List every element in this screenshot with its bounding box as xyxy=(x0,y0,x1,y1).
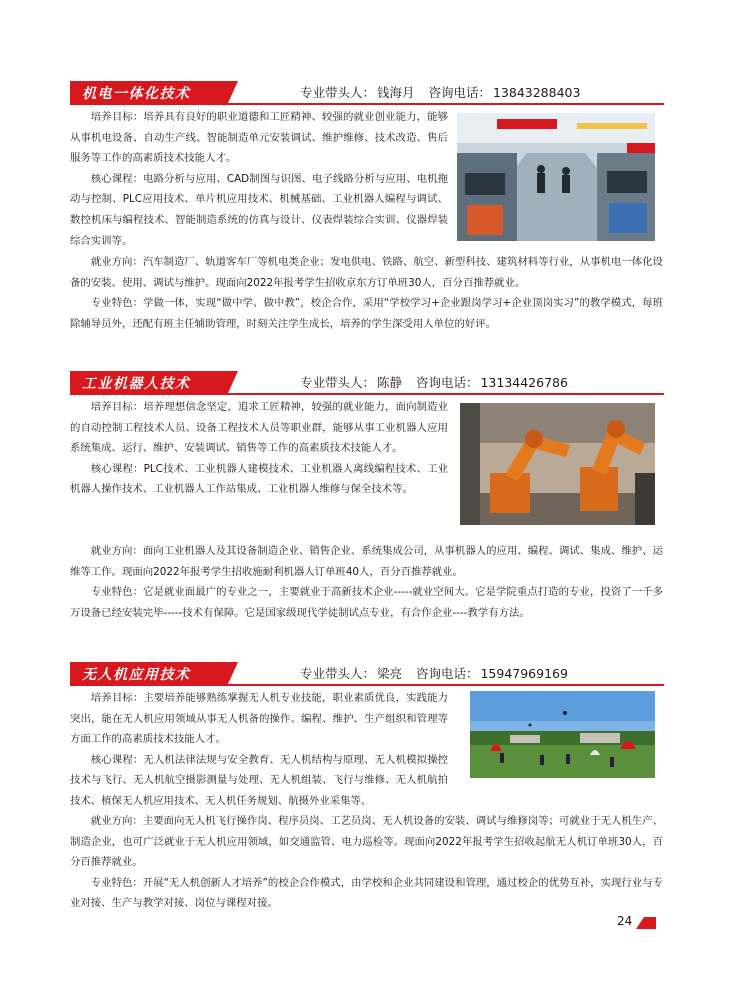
contact-info xyxy=(300,373,570,391)
leader-name: 梁亮 xyxy=(377,666,403,681)
drone-field-photo xyxy=(470,691,655,778)
paragraph-career: 就业方向：面向工业机器人及其设备制造企业、销售企业、系统集成公司，从事机器人的应用、编程、调试、集成、维护、运维等工作。现面向2022年报考学生招收施耐利机器人订单班40人，百分百推荐就业。 xyxy=(70,545,663,578)
training-workshop-photo xyxy=(457,113,655,241)
phone-label: 咨询电话： xyxy=(415,375,479,390)
header-underline xyxy=(70,393,664,395)
section-header xyxy=(0,660,732,686)
phone-label: 咨询电话： xyxy=(415,666,479,681)
section-header xyxy=(0,369,732,395)
phone-number: 13843288403 xyxy=(492,85,581,100)
paragraph-career: 就业方向：主要面向无人机飞行操作岗、程序员岗、工艺员岗、无人机设备的安装、调试与维修岗等；可就业于无人机生产、制造企业，也可广泛就业于无人机应用领域，如交通监管、电力巡检等。现面向2022年报考学生招收起航无人机订单班30人，百分百推荐就业。 xyxy=(70,815,663,869)
section-body xyxy=(70,107,448,251)
phone-number: 13134426786 xyxy=(480,375,568,390)
section-industrial-robot xyxy=(0,369,732,395)
section-drone xyxy=(0,660,732,686)
industrial-robot-photo xyxy=(460,403,655,525)
contact-info xyxy=(300,664,570,682)
paragraph-goal: 培养目标：培养具有良好的职业道德和工匠精神、较强的就业创业能力，能够从事机电设备、自动生产线、智能制造单元安装调试、维护维修、技术改造、售后服务等工作的高素质技术技能人才。 xyxy=(70,111,448,165)
page-corner-mark xyxy=(636,917,644,929)
leader-label: 专业带头人： xyxy=(300,375,376,390)
section-body xyxy=(70,688,448,812)
header-underline xyxy=(70,684,664,686)
paragraph-feature: 专业特色：开展“无人机创新人才培养”的校企合作模式，由学校和企业共同建设和管理，通过校企的优势互补，实现行业与专业对接、生产与教学对接、岗位与课程对接。 xyxy=(70,876,663,910)
page-number: 24 xyxy=(617,914,633,928)
paragraph-courses: 核心课程：电路分析与应用、CAD制图与识图、电子线路分析与应用、电机拖动与控制、PLC应用技术、单片机应用技术、机械基础、工业机器人编程与调试、数控机床与编程技术、智能制造系统的仿真与设计、仪表焊装综合实训、仪器焊装综合实训等。 xyxy=(70,172,448,247)
section-header xyxy=(0,79,732,105)
phone-label: 咨询电话： xyxy=(428,85,491,100)
leader-label: 专业带头人： xyxy=(300,666,376,681)
leader-name: 陈静 xyxy=(377,375,403,390)
section-body-wide xyxy=(70,811,663,914)
section-title: 工业机器人技术 xyxy=(82,376,191,392)
section-body-wide xyxy=(70,541,663,623)
contact-info xyxy=(300,83,582,101)
paragraph-courses: 核心课程：无人机法律法规与安全教育、无人机结构与原理、无人机模拟操控技术与飞行、无人机航空摄影测量与处理、无人机组装、飞行与维修、无人机航拍技术、植保无人机应用技术、无人机任务规划、航摄外业采集等。 xyxy=(70,753,448,807)
phone-number: 15947969169 xyxy=(480,666,568,681)
paragraph-goal: 培养目标：培养理想信念坚定，追求工匠精神，较强的就业能力，面向制造业的自动控制工程技术人员、设备工程技术人员等职业群，能够从事工业机器人应用系统集成、运行、维护、安装调试、销售等工作的高素质技术技能人才。 xyxy=(70,401,448,455)
paragraph-feature: 专业特色：它是就业面最广的专业之一，主要就业于高新技术企业-----就业空间大。它是学院重点打造的专业，投资了一千多万设备已经安装完毕-----技术有保障。它是国家级现代学徒制试点专业，有合作企业----教学有方法。 xyxy=(70,586,663,619)
leader-name: 钱海月 xyxy=(377,85,415,100)
section-body-wide xyxy=(70,252,663,334)
leader-label: 专业带头人： xyxy=(300,85,376,100)
paragraph-courses: 核心课程：PLC技术、工业机器人建模技术、工业机器人离线编程技术、工业机器人操作技术、工业机器人工作站集成、工业机器人维修与保全技术等。 xyxy=(70,462,448,496)
section-title: 机电一体化技术 xyxy=(82,86,191,102)
paragraph-feature: 专业特色：学做一体，实现“做中学、做中教”，校企合作，采用“学校学习+企业跟岗学习+企业顶岗实习”的教学模式，每班除辅导员外，还配有班主任辅助管理，时刻关注学生成长，培养的学生深受用人单位的好评。 xyxy=(70,297,663,330)
page-corner-block xyxy=(644,917,656,929)
paragraph-goal: 培养目标：主要培养能够熟练掌握无人机专业技能，职业素质优良，实践能力突出，能在无人机应用领域从事无人机备的操作、编程、维护、生产组织和管理等方面工作的高素质技术技能人才。 xyxy=(70,692,448,746)
section-title: 无人机应用技术 xyxy=(82,667,191,683)
header-underline xyxy=(70,103,664,105)
section-mechatronics xyxy=(0,79,732,105)
section-body xyxy=(70,397,448,500)
paragraph-career: 就业方向：汽车制造厂、轨道客车厂等机电类企业；发电供电、铁路、航空、新型科技、建筑材料等行业，从事机电一体化设备的安装、使用、调试与维护。现面向2022年报考学生招收京东方订单班30人，百分百推荐就业。 xyxy=(70,256,663,289)
